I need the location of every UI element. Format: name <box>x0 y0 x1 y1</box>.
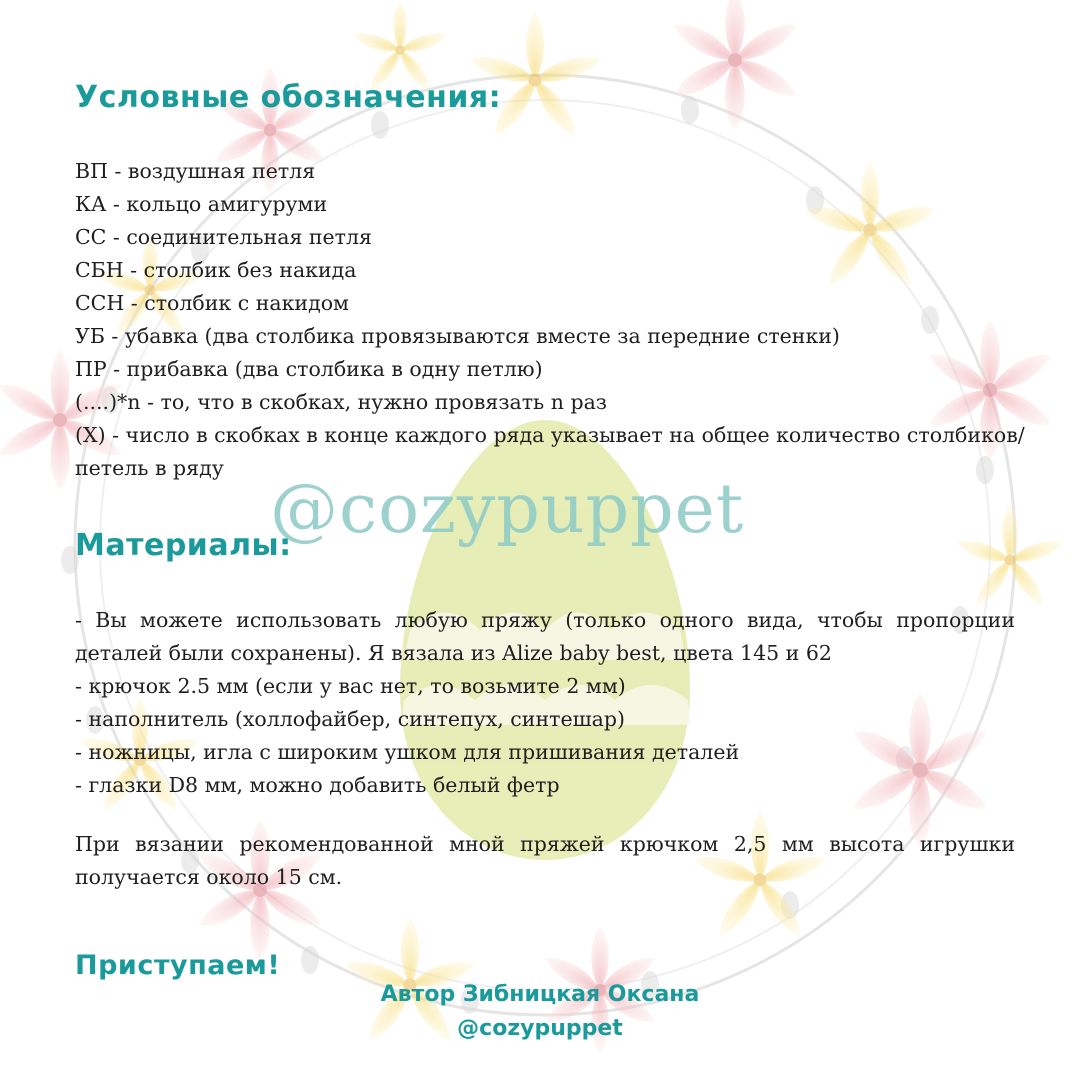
author-credit <box>340 978 740 1046</box>
legend-item: (X) - число в скобках в конце каждого ряда указывает на общее количество столбиков/ петель в ряду <box>75 423 1025 480</box>
materials-list <box>75 604 1015 802</box>
author-name: Автор Зибницкая Оксана <box>380 982 700 1007</box>
height-note: При вязании рекомендованной мной пряжей крючком 2,5 мм высота игрушки получается около 15 см. <box>75 832 1015 889</box>
legend-item: ВП - воздушная петля <box>75 159 316 183</box>
materials-item: - крючок 2.5 мм (если у вас нет, то возьмите 2 мм) <box>75 674 626 698</box>
start-heading: Приступаем! <box>75 950 281 981</box>
author-handle: @cozypuppet <box>457 1016 623 1041</box>
legend-item: СБН - столбик без накида <box>75 258 357 282</box>
materials-item: - Вы можете использовать любую пряжу (только одного вида, чтобы пропорции деталей были сохранены). Я вязала из Alize baby best, цвета 145 и 62 <box>75 608 1015 665</box>
legend-item: КА - кольцо амигуруми <box>75 192 328 216</box>
legend-item: ПР - прибавка (два столбика в одну петлю) <box>75 357 543 381</box>
materials-heading: Материалы: <box>75 528 292 563</box>
legend-list <box>75 155 1025 485</box>
legend-item: (....)*n - то, что в скобках, нужно провязать n раз <box>75 390 607 414</box>
legend-item: ССН - столбик с накидом <box>75 291 349 315</box>
legend-item: СС - соединительная петля <box>75 225 372 249</box>
legend-item: УБ - убавка (два столбика провязываются вместе за передние стенки) <box>75 324 840 348</box>
materials-item: - ножницы, игла с широким ушком для пришивания деталей <box>75 740 740 764</box>
materials-item: - глазки D8 мм, можно добавить белый фетр <box>75 773 560 797</box>
materials-item: - наполнитель (холлофайбер, синтепух, синтешар) <box>75 707 625 731</box>
legend-heading: Условные обозначения: <box>75 80 502 115</box>
watermark: @cozypuppet <box>270 470 745 549</box>
